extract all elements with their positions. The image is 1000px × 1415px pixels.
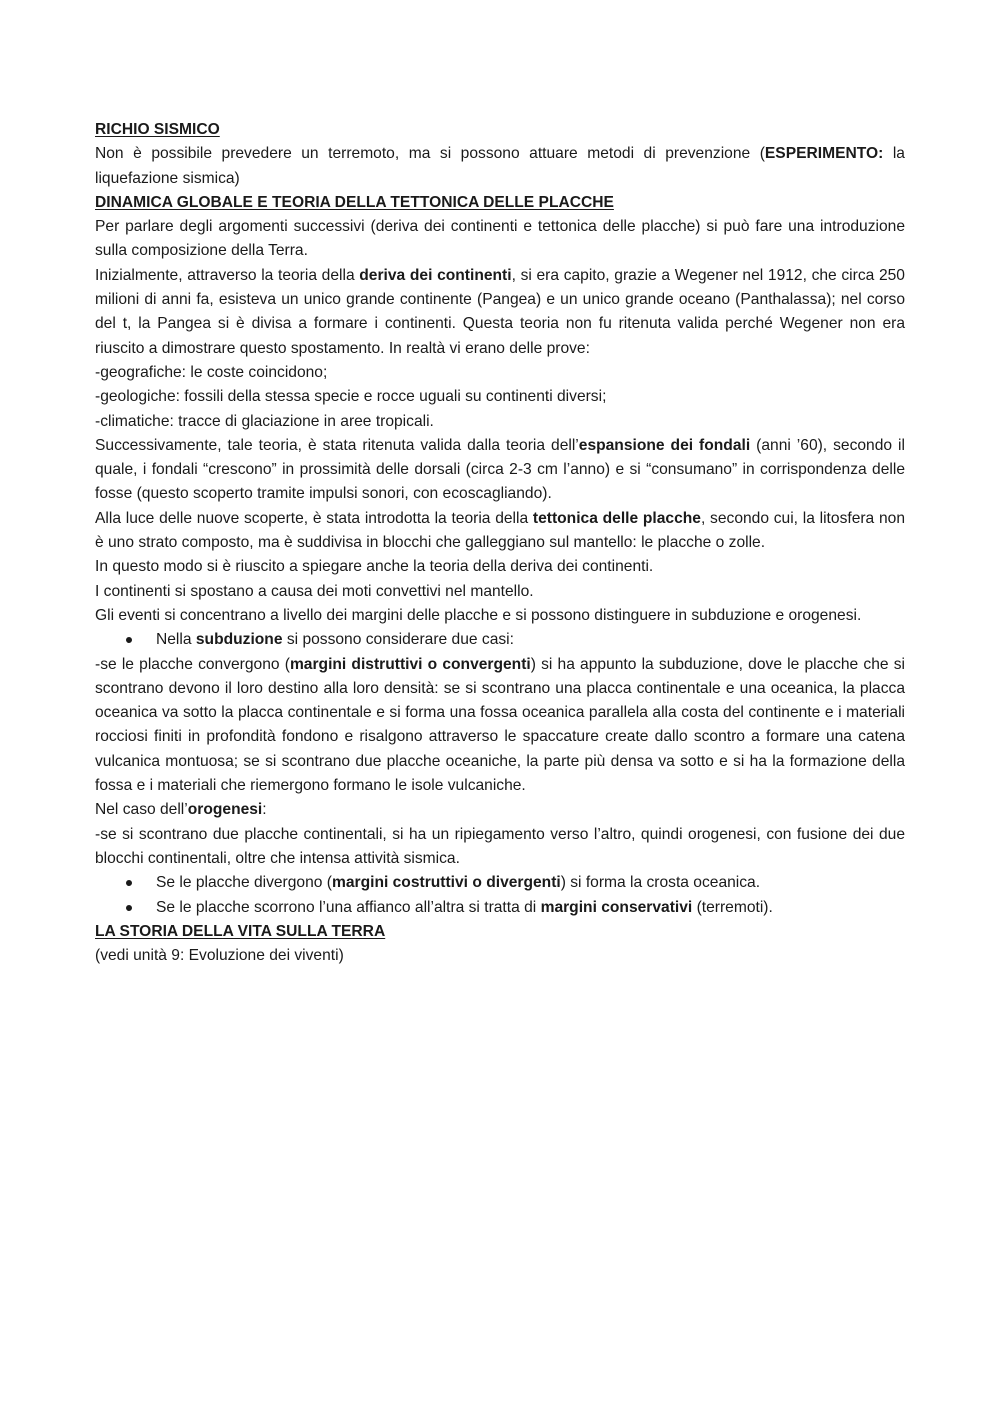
bullet-dot-icon [126, 880, 132, 886]
bold-term-subduzione: subduzione [195, 631, 283, 649]
paragraph-spiegazione: In questo modo si è riuscito a spiegare anche la teoria della deriva dei continenti. [95, 558, 654, 576]
bullet-item-divergenti: Se le placche divergono (margini costruttivi o divergenti) si forma la crosta oceanica. [95, 871, 905, 895]
section-heading-storia-vita: LA STORIA DELLA VITA SULLA TERRA [95, 922, 386, 940]
section-heading-dinamica-globale: DINAMICA GLOBALE E TEORIA DELLA TETTONICA DELLE PLACCHE [95, 193, 614, 211]
paragraph-convergenti: -se le placche convergono (margini distruttivi o convergenti) si ha appunto la subduzione, dove le placche che si scontrano devono il loro destino alla loro densità: se si scontrano una placca continentale e una oceanica, la placca oceanica va sotto la placca continentale e si forma una fossa oceanica parallela alla costa del continente e i materiali rocciosi finiti in profondità fondono e risalgono attraverso le spaccature create dallo scontro a formare una catena vulcanica montuosa; se si scontrano due placche oceaniche, la parte più densa va sotto e si ha la formazione della fossa e i materiali che riemergono formano le isole vulcaniche. [95, 655, 905, 795]
bold-term-conservativi: margini conservativi [540, 898, 693, 916]
bold-term-divergenti: margini costruttivi o divergenti [331, 874, 561, 892]
proof-item: -geografiche: le coste coincidono; [95, 363, 328, 381]
paragraph-orogenesi: -se si scontrano due placche continentali, si ha un ripiegamento verso l’altro, quindi orogenesi, con fusione dei due blocchi continentali, oltre che intensa attività sismica. [95, 825, 905, 867]
bold-term-esperimento: ESPERIMENTO: [764, 145, 884, 163]
bullet-list-margini [95, 871, 905, 920]
paragraph-prevention: Non è possibile prevedere un terremoto, ma si possono attuare metodi di prevenzione (ESPERIMENTO: la liquefazione sismica) [95, 145, 905, 187]
bold-term-espansione: espansione dei fondali [578, 436, 751, 454]
paragraph-moti-convettivi: I continenti si spostano a causa dei moti convettivi nel mantello. [95, 582, 534, 600]
bullet-dot-icon [126, 905, 132, 911]
paragraph-tettonica: Alla luce delle nuove scoperte, è stata introdotta la teoria della tettonica delle placche, secondo cui, la litosfera non è uno strato composto, ma è suddivisa in blocchi che galleggiano sul mantello: le placche o zolle. [95, 509, 905, 552]
document-body [95, 118, 905, 968]
bold-term-tettonica: tettonica delle placche [532, 509, 701, 527]
bullet-list-subduzione [95, 628, 905, 652]
paragraph-intro: Per parlare degli argomenti successivi (deriva dei continenti e tettonica delle placche) si può fare una introduzione sulla composizione della Terra. [95, 218, 905, 260]
bullet-dot-icon [126, 637, 132, 643]
bullet-item-subduzione: Nella subduzione si possono considerare due casi: [95, 628, 905, 652]
paragraph-eventi: Gli eventi si concentrano a livello dei margini delle placche e si possono distinguere in subduzione e orogenesi. [95, 606, 862, 624]
bold-term-deriva: deriva dei continenti [359, 266, 512, 284]
paragraph-deriva: Inizialmente, attraverso la teoria della deriva dei continenti, si era capito, grazie a Wegener nel 1912, che circa 250 milioni di anni fa, esisteva un unico grande continente (Pangea) e un unico grande oceano (Panthalassa); nel corso del t, la Pangea si è divisa a formare i continenti. Questa teoria non fu ritenuta valida perché Wegener non era riuscito a dimostrare questo spostamento. In realtà vi erano delle prove: [95, 266, 905, 357]
section-heading-richio-sismico: RICHIO SISMICO [95, 121, 220, 138]
proof-item: -climatiche: tracce di glaciazione in aree tropicali. [95, 412, 434, 430]
paragraph-rimando: (vedi unità 9: Evoluzione dei viventi) [95, 947, 344, 965]
bold-term-convergenti: margini distruttivi o convergenti [289, 655, 531, 673]
paragraph-orogenesi-heading: Nel caso dell’orogenesi: [95, 801, 267, 819]
proof-item: -geologiche: fossili della stessa specie e rocce uguali su continenti diversi; [95, 388, 607, 406]
bullet-item-conservativi: Se le placche scorrono l’una affianco all’altra si tratta di margini conservativi (terremoti). [95, 896, 905, 920]
paragraph-espansione: Successivamente, tale teoria, è stata ritenuta valida dalla teoria dell’espansione dei fondali (anni ’60), secondo il quale, i fondali “crescono” in prossimità delle dorsali (circa 2-3 cm l’anno) e si “consumano” in corrispondenza delle fosse (questo scoperto tramite impulsi sonori, con ecoscagliando). [95, 436, 905, 503]
bold-term-orogenesi: orogenesi [187, 801, 263, 819]
